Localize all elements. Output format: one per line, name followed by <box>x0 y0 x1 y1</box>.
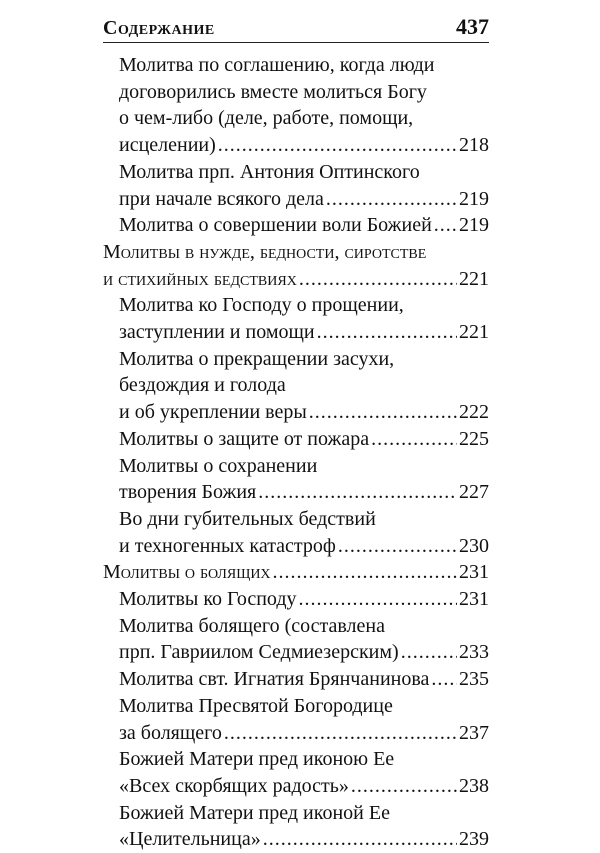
toc-page-number: 221 <box>459 267 489 290</box>
running-header <box>103 14 489 40</box>
dot-leader <box>434 212 457 239</box>
toc-entry-line <box>119 533 489 560</box>
toc-entry-text: и техногенных катастроф <box>119 534 336 557</box>
toc-entry-line <box>119 399 489 426</box>
toc-page-number: 227 <box>459 481 489 504</box>
dot-leader <box>326 186 457 213</box>
toc-entry-text: и стихийных бедствиях <box>103 267 297 290</box>
dot-leader <box>309 399 457 426</box>
toc-entry <box>103 159 489 212</box>
toc-entry <box>103 586 489 613</box>
toc-page-number: 231 <box>459 588 489 611</box>
dot-leader <box>371 426 457 453</box>
toc-entry-text: прп. Гавриилом Седмиезерским) <box>119 641 399 664</box>
toc-entry-text: Божией Матери пред иконой Ее <box>119 801 390 824</box>
dot-leader <box>218 132 457 159</box>
toc-entry-text: при начале всякого дела <box>119 187 324 210</box>
toc-entry-line <box>119 426 489 453</box>
toc-entry <box>103 292 489 345</box>
toc-entry-text: «Всех скорбящих радость» <box>119 774 349 797</box>
toc-entry-line <box>119 586 489 613</box>
dot-leader <box>431 666 457 693</box>
toc-entry-text: за болящего <box>119 721 222 744</box>
dot-leader <box>299 586 457 613</box>
toc-entry-text: исцелении) <box>119 134 216 157</box>
toc-entry-text: и об укреплении веры <box>119 401 307 424</box>
toc-entry-line <box>119 666 489 693</box>
toc-page-number: 231 <box>459 561 489 584</box>
toc-entry <box>103 212 489 239</box>
table-of-contents <box>103 52 489 853</box>
toc-entry-text: Молитва о совершении воли Божией <box>119 214 432 237</box>
toc-entry-line <box>119 132 489 159</box>
toc-entry <box>103 453 489 506</box>
toc-entry-text: Молитва прп. Антония Оптинского <box>119 160 420 183</box>
toc-entry-line <box>119 319 489 346</box>
toc-entry-text: Во дни губительных бедствий <box>119 507 376 530</box>
dot-leader <box>351 773 457 800</box>
header-rule <box>103 42 489 43</box>
toc-page-number: 235 <box>459 668 489 691</box>
toc-entry <box>103 693 489 746</box>
toc-entry-text: Молитва Пресвятой Богородице <box>119 694 393 717</box>
toc-entry-text: Молитва болящего (составлена <box>119 614 385 637</box>
toc-entry <box>103 52 489 159</box>
toc-page-number: 221 <box>459 321 489 344</box>
dot-leader <box>338 533 457 560</box>
toc-entry <box>103 800 489 853</box>
toc-entry-text: Молитвы о защите от пожара <box>119 427 370 450</box>
toc-entry-line <box>103 559 489 586</box>
dot-leader <box>401 639 457 666</box>
toc-section-entry <box>103 239 489 292</box>
toc-entry <box>103 426 489 453</box>
dot-leader <box>224 720 457 747</box>
toc-entry <box>103 746 489 799</box>
dot-leader <box>273 559 457 586</box>
toc-entry-line <box>119 479 489 506</box>
section-title: Содержание <box>103 17 215 39</box>
toc-entry-text: Молитва свт. Игнатия Брянчанинова <box>119 668 430 691</box>
toc-page-number: 219 <box>459 187 489 210</box>
toc-entry <box>103 613 489 666</box>
dot-leader <box>299 266 457 293</box>
toc-entry-line <box>103 266 489 293</box>
toc-entry-text: «Целительница» <box>119 828 261 851</box>
toc-entry-text: Молитвы ко Господу <box>119 588 297 611</box>
toc-page-number: 239 <box>459 828 489 851</box>
toc-entry-line <box>119 212 489 239</box>
dot-leader <box>263 826 457 853</box>
toc-entry <box>103 506 489 559</box>
toc-entry-text: о чем-либо (деле, работе, помощи, <box>119 107 414 130</box>
toc-entry-line <box>119 826 489 853</box>
toc-page-number: 233 <box>459 641 489 664</box>
dot-leader <box>258 479 457 506</box>
toc-entry-text: договорились вместе молиться Богу <box>119 80 427 103</box>
toc-section-entry <box>103 559 489 586</box>
toc-entry-text: Божией Матери пред иконою Ее <box>119 748 395 771</box>
toc-entry-text: Молитва по соглашению, когда люди <box>119 54 435 76</box>
toc-page-number: 225 <box>459 427 489 450</box>
toc-entry <box>103 666 489 693</box>
toc-entry-text: Молитвы о болящих <box>103 561 271 584</box>
toc-entry-text: заступлении и помощи <box>119 321 315 344</box>
toc-entry-text: Молитвы о сохранении <box>119 454 318 477</box>
page-number: 437 <box>456 14 489 39</box>
toc-page-number: 218 <box>459 134 489 157</box>
toc-page-number: 237 <box>459 721 489 744</box>
toc-entry-text: бездождия и голода <box>119 374 286 397</box>
toc-page-number: 230 <box>459 534 489 557</box>
toc-entry-text: Молитвы в нужде, бедности, сиротстве <box>103 240 427 263</box>
toc-entry-line <box>119 186 489 213</box>
toc-entry-line <box>119 720 489 747</box>
toc-entry-text: творения Божия <box>119 481 257 504</box>
toc-entry-line <box>119 773 489 800</box>
toc-page-number: 222 <box>459 401 489 424</box>
toc-entry <box>103 346 489 426</box>
toc-page-number: 219 <box>459 214 489 237</box>
toc-entry-text: Молитва ко Господу о прощении, <box>119 294 404 317</box>
toc-entry-line <box>119 639 489 666</box>
toc-page-number: 238 <box>459 774 489 797</box>
dot-leader <box>317 319 457 346</box>
toc-entry-text: Молитва о прекращении засухи, <box>119 347 395 370</box>
